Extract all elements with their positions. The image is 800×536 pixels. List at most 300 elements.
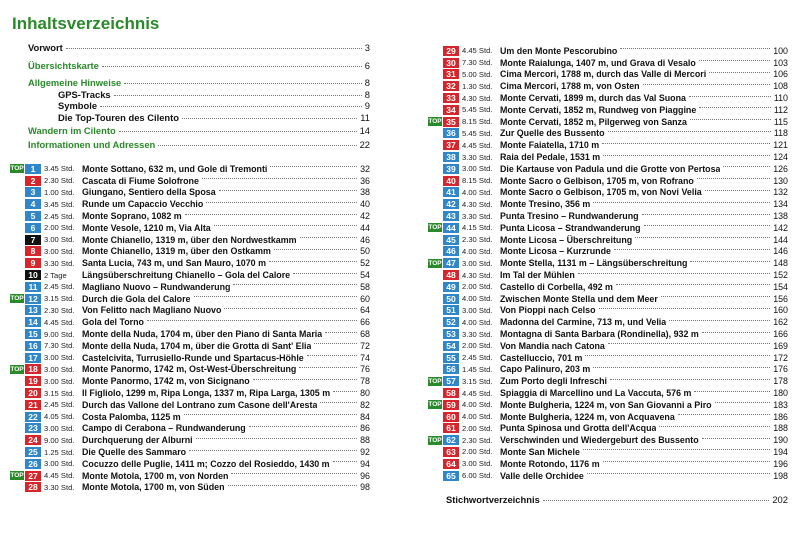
tour-title: Monte Stella, 1131 m – Längsüberschreitung (500, 258, 688, 269)
tour-entry[interactable] (428, 446, 788, 458)
tour-page: 50 (360, 246, 370, 257)
tour-number: 16 (25, 341, 41, 351)
tour-entry[interactable] (10, 198, 370, 210)
tour-page: 154 (773, 281, 788, 292)
tour-entry[interactable] (10, 423, 370, 435)
tour-duration: 2.00 Std. (462, 423, 493, 433)
top-badge (428, 188, 442, 197)
tour-entry[interactable] (428, 257, 788, 269)
tour-title: Durchquerung der Alburni (82, 435, 193, 446)
tour-duration: 2.30 Std. (44, 176, 75, 186)
tour-number: 49 (443, 282, 459, 292)
tour-number: 44 (443, 223, 459, 233)
tour-duration: 3.00 Std. (462, 164, 493, 174)
tour-duration: 5.45 Std. (462, 105, 493, 115)
tour-page: 121 (773, 140, 788, 151)
tour-title: Monte della Nuda, 1704 m, über den Piano di Santa Maria (82, 329, 323, 340)
tour-entry[interactable] (428, 45, 788, 57)
leader-dots (249, 426, 357, 427)
leader-dots (669, 320, 770, 321)
section-entry[interactable] (10, 125, 370, 137)
tour-page: 142 (773, 222, 788, 233)
tour-number: 9 (25, 258, 41, 268)
tour-title: Capo Palinuro, 203 m (500, 364, 591, 375)
tour-page: 172 (773, 352, 788, 363)
top-badge (10, 200, 24, 209)
leader-dots (194, 296, 358, 297)
tour-page: 180 (773, 388, 788, 398)
tour-title: Monte Soprano, 1082 m (82, 211, 182, 222)
index-entry[interactable] (428, 494, 788, 506)
tour-title: Monte Tresino, 356 m (500, 199, 591, 210)
tour-entry[interactable] (10, 446, 370, 458)
index-page: 202 (772, 494, 788, 506)
tour-page: 86 (360, 423, 370, 434)
tour-duration: 3.30 Std. (44, 482, 75, 492)
tour-entry[interactable] (10, 375, 370, 387)
tour-page: 196 (773, 458, 788, 469)
tour-entry[interactable] (428, 222, 788, 234)
tour-page: 186 (773, 411, 788, 422)
tour-page: 44 (360, 222, 370, 233)
tour-duration: 3.00 Std. (462, 305, 493, 315)
tour-title: Punta Licosa – Strandwanderung (500, 222, 641, 233)
section-entry[interactable] (10, 112, 370, 124)
tour-duration: 2.45 Std. (462, 353, 493, 363)
tour-number: 10 (25, 270, 41, 280)
tour-title: Die Kartause von Padula und die Grotte von Pertosa (500, 163, 721, 174)
tour-entry[interactable] (10, 316, 370, 328)
tour-number: 17 (25, 353, 41, 363)
leader-dots (333, 461, 358, 462)
section-label: Informationen und Adressen (28, 138, 156, 150)
tour-page: 183 (773, 399, 788, 410)
tour-number: 58 (443, 388, 459, 398)
leader-dots (196, 438, 358, 439)
tour-number: 15 (25, 329, 41, 339)
tour-number: 48 (443, 270, 459, 280)
tour-duration: 8.15 Std. (462, 117, 493, 127)
tour-entry[interactable] (428, 80, 788, 92)
tour-entry[interactable] (428, 364, 788, 376)
leader-dots (620, 48, 770, 49)
top-badge: TOP (428, 259, 442, 267)
tour-page: 96 (360, 470, 370, 481)
tour-page: 138 (773, 211, 788, 222)
tour-duration: 4.30 Std. (462, 270, 493, 280)
tour-number: 38 (443, 152, 459, 162)
leader-dots (644, 225, 771, 226)
tour-page: 64 (360, 305, 370, 316)
top-badge (428, 459, 442, 468)
top-badge (10, 389, 24, 398)
tour-number: 47 (443, 258, 459, 268)
tour-duration: 2.45 Std. (44, 282, 75, 292)
tour-entry[interactable] (428, 187, 788, 199)
tour-entry[interactable] (10, 458, 370, 470)
section-entry[interactable] (10, 139, 370, 151)
tour-entry[interactable] (428, 139, 788, 151)
leader-dots (593, 202, 770, 203)
tour-title: Von Felitto nach Magliano Nuovo (82, 305, 222, 316)
tour-number: 40 (443, 176, 459, 186)
tour-entry[interactable] (428, 281, 788, 293)
section-entry[interactable] (10, 77, 370, 89)
tour-title: Monte Panormo, 1742 m, von Sicignano (82, 376, 250, 387)
tour-page: 130 (773, 175, 788, 186)
tour-duration: 3.00 Std. (462, 258, 493, 268)
tour-entry[interactable] (10, 257, 370, 269)
index-label: Stichwortverzeichnis (446, 494, 540, 506)
section-label: Vorwort (28, 42, 63, 53)
tour-page: 103 (773, 57, 788, 68)
tour-entry[interactable] (428, 57, 788, 69)
tour-duration: 2.45 Std. (44, 400, 75, 410)
tour-title: Monte Faiatella, 1710 m (500, 140, 600, 151)
tour-number: 62 (443, 435, 459, 445)
tour-title: Monte Chianello, 1319 m, über den Ostkamm (82, 246, 271, 257)
tour-number: 46 (443, 246, 459, 256)
tour-page: 108 (773, 81, 788, 92)
tour-number: 11 (25, 282, 41, 292)
section-page: 8 (364, 77, 370, 88)
tour-entry[interactable] (10, 163, 370, 175)
tour-duration: 2.30 Std. (462, 235, 493, 245)
tour-duration: 3.15 Std. (44, 388, 75, 398)
tour-page: 194 (773, 446, 788, 457)
tour-duration: 3.45 Std. (44, 164, 75, 174)
leader-dots (587, 473, 770, 474)
tour-duration: 3.00 Std. (44, 423, 75, 433)
tour-page: 66 (360, 317, 370, 328)
tour-number: 31 (443, 69, 459, 79)
tour-entry[interactable] (428, 151, 788, 163)
tour-number: 29 (443, 46, 459, 56)
top-badge (428, 105, 442, 114)
tour-entry[interactable] (428, 305, 788, 317)
tour-number: 37 (443, 140, 459, 150)
top-badge: TOP (428, 118, 442, 126)
tour-entry[interactable] (428, 175, 788, 187)
tour-entry[interactable] (428, 316, 788, 328)
tour-entry[interactable] (428, 352, 788, 364)
tour-page: 40 (360, 199, 370, 210)
tour-duration: 2.00 Std. (462, 341, 493, 351)
tour-entry[interactable] (10, 387, 370, 399)
leader-dots (602, 143, 770, 144)
tour-title: Durch die Gola del Calore (82, 293, 191, 304)
tour-page: 84 (360, 411, 370, 422)
tour-entry[interactable] (428, 328, 788, 340)
tour-title: Castelcivita, Turrusiello-Runde und Spartacus-Höhle (82, 352, 304, 363)
leader-dots (715, 402, 771, 403)
section-page: 8 (364, 88, 370, 100)
tour-entry[interactable] (10, 328, 370, 340)
tour-duration: 3.00 Std. (44, 459, 75, 469)
leader-dots (678, 414, 770, 415)
tour-title: Punta Tresino – Rundwanderung (500, 211, 639, 222)
section-page: 3 (364, 42, 370, 53)
tour-number: 19 (25, 376, 41, 386)
tour-title: Campo di Cerabona – Rundwanderung (82, 423, 246, 434)
tour-duration: 5.45 Std. (462, 128, 493, 138)
tour-number: 52 (443, 317, 459, 327)
top-badge (428, 271, 442, 280)
top-badge (428, 94, 442, 103)
tour-entry[interactable] (428, 128, 788, 140)
tour-entry[interactable] (10, 210, 370, 222)
tour-title: Monte Licosa – Überschreitung (500, 234, 633, 245)
tour-entry[interactable] (428, 116, 788, 128)
tour-number: 30 (443, 58, 459, 68)
tour-page: 176 (773, 364, 788, 375)
tour-page: 60 (360, 293, 370, 304)
tour-entry[interactable] (428, 387, 788, 399)
tour-number: 54 (443, 341, 459, 351)
section-entry[interactable] (10, 100, 370, 112)
tour-entry[interactable] (10, 222, 370, 234)
tour-entry[interactable] (428, 92, 788, 104)
top-badge (428, 247, 442, 256)
tour-entry[interactable] (10, 340, 370, 352)
tour-number: 50 (443, 294, 459, 304)
leader-dots (270, 166, 357, 167)
tour-entry[interactable] (428, 423, 788, 435)
tour-number: 32 (443, 81, 459, 91)
tour-duration: 8.15 Std. (462, 176, 493, 186)
tour-duration: 4.05 Std. (44, 412, 75, 422)
tour-duration: 1.45 Std. (462, 364, 493, 374)
tour-duration: 9.00 Std. (44, 329, 75, 339)
tour-entry[interactable] (10, 305, 370, 317)
tour-page: 162 (773, 317, 788, 328)
tour-entry[interactable] (10, 364, 370, 376)
tour-page: 42 (360, 211, 370, 222)
leader-dots (253, 379, 357, 380)
tour-title: Magliano Nuovo – Rundwanderung (82, 281, 231, 292)
tour-page: 112 (773, 104, 788, 115)
tour-entry[interactable] (428, 411, 788, 423)
tour-duration: 4.00 Std. (462, 246, 493, 256)
tour-title: Monte Licosa – Kurzrunde (500, 246, 611, 257)
leader-dots (293, 273, 357, 274)
tour-entry[interactable] (428, 293, 788, 305)
tour-duration: 3.00 Std. (44, 246, 75, 256)
leader-dots (614, 249, 770, 250)
tour-entry[interactable] (10, 399, 370, 411)
tour-duration: 2 Tage (44, 270, 67, 280)
leader-dots (709, 72, 770, 73)
leader-dots (214, 225, 357, 226)
top-badge (10, 188, 24, 197)
tour-entry[interactable] (428, 104, 788, 116)
tour-entry[interactable] (428, 340, 788, 352)
tour-entry[interactable] (10, 281, 370, 293)
tour-duration: 2.30 Std. (44, 305, 75, 315)
tour-entry[interactable] (428, 458, 788, 470)
tour-number: 60 (443, 412, 459, 422)
tour-entry[interactable] (10, 482, 370, 494)
tour-duration: 3.45 Std. (44, 199, 75, 209)
tour-entry[interactable] (10, 246, 370, 258)
tour-title: Castelluccio, 701 m (500, 352, 583, 363)
tour-number: 13 (25, 305, 41, 315)
tour-number: 21 (25, 400, 41, 410)
tour-title: Monte Rotondo, 1176 m (500, 458, 600, 469)
top-badge (10, 459, 24, 468)
tour-entry[interactable] (10, 269, 370, 281)
tour-entry[interactable] (428, 210, 788, 222)
tour-entry[interactable] (428, 69, 788, 81)
tour-number: 51 (443, 305, 459, 315)
tour-entry[interactable] (10, 434, 370, 446)
tour-page: 72 (360, 340, 370, 351)
top-badge (10, 424, 24, 433)
top-badge (10, 400, 24, 409)
top-badge (428, 141, 442, 150)
tour-title: Cocuzzo delle Puglie, 1411 m; Cozzo del Rosieddo, 1430 m (82, 458, 330, 469)
tour-page: 110 (773, 93, 788, 104)
tour-entry[interactable] (428, 246, 788, 258)
leader-dots (585, 355, 770, 356)
tour-entry[interactable] (10, 411, 370, 423)
tour-title: Zwischen Monte Stella und dem Meer (500, 293, 658, 304)
tour-entry[interactable] (10, 293, 370, 305)
tour-entry[interactable] (10, 175, 370, 187)
tour-duration: 3.30 Std. (462, 152, 493, 162)
tour-page: 68 (360, 329, 370, 340)
top-badge (428, 353, 442, 362)
tour-duration: 2.00 Std. (44, 223, 75, 233)
tour-title: Cima Mercori, 1788 m, von Osten (500, 81, 640, 92)
leader-dots (603, 461, 771, 462)
top-badge (10, 282, 24, 291)
tour-duration: 4.45 Std. (44, 471, 75, 481)
tour-duration: 3.30 Std. (44, 258, 75, 268)
leader-dots (661, 296, 770, 297)
tour-entry[interactable] (428, 269, 788, 281)
top-badge (10, 330, 24, 339)
tour-title: Monte Bulgheria, 1224 m, von San Giovanni a Piro (500, 399, 712, 410)
tour-title: Monte Raialunga, 1407 m, und Grava di Vesalo (500, 57, 696, 68)
tour-number: 45 (443, 235, 459, 245)
tour-entry[interactable] (428, 163, 788, 175)
top-badge (10, 412, 24, 421)
leader-dots (224, 308, 357, 309)
top-badge (10, 483, 24, 492)
tour-page: 82 (360, 399, 370, 410)
leader-dots (690, 119, 771, 120)
tour-entry[interactable] (10, 352, 370, 364)
section-label: Wandern im Cilento (28, 125, 116, 136)
top-badge (428, 212, 442, 221)
top-badge (10, 223, 24, 232)
tour-entry[interactable] (10, 187, 370, 199)
tour-number: 43 (443, 211, 459, 221)
leader-dots (642, 214, 771, 215)
tour-duration: 4.45 Std. (462, 46, 493, 56)
tour-title: Costa Palomba, 1125 m (82, 411, 181, 422)
tour-entry[interactable] (428, 399, 788, 411)
tour-duration: 7.30 Std. (462, 58, 493, 68)
top-badge (428, 70, 442, 79)
tour-duration: 3.30 Std. (462, 211, 493, 221)
section-entry[interactable] (10, 89, 370, 101)
section-entry[interactable] (10, 42, 370, 54)
leader-dots (158, 145, 356, 146)
tour-entry[interactable] (428, 375, 788, 387)
tour-number: 55 (443, 353, 459, 363)
tour-page: 78 (360, 376, 370, 387)
tour-duration: 1.25 Std. (44, 447, 75, 457)
top-badge (10, 306, 24, 315)
tour-entry[interactable] (10, 470, 370, 482)
tour-title: Von Mandia nach Catona (500, 340, 605, 351)
leader-dots (593, 367, 770, 368)
tour-title: Um den Monte Pescorubino (500, 45, 618, 56)
tour-number: 3 (25, 187, 41, 197)
tour-list-left (10, 163, 370, 493)
tour-entry[interactable] (428, 470, 788, 482)
tour-page: 52 (360, 258, 370, 269)
tour-title: Verschwinden und Wiedergeburt des Bussento (500, 435, 699, 446)
leader-dots (274, 249, 357, 250)
tour-duration: 3.15 Std. (44, 294, 75, 304)
tour-page: 126 (773, 163, 788, 174)
tour-number: 65 (443, 471, 459, 481)
leader-dots (66, 48, 362, 49)
tour-number: 33 (443, 93, 459, 103)
tour-page: 74 (360, 352, 370, 363)
tour-title: Montagna di Santa Barbara (Rondinella), 932 m (500, 329, 699, 340)
tour-number: 12 (25, 294, 41, 304)
tour-number: 7 (25, 235, 41, 245)
top-badge (428, 471, 442, 480)
tour-title: Monte della Nuda, 1704 m, über die Grotta di Sant' Elia (82, 340, 312, 351)
leader-dots (705, 190, 770, 191)
tour-duration: 4.00 Std. (462, 400, 493, 410)
tour-title: Raia del Pedale, 1531 m (500, 152, 601, 163)
toc-left-column (10, 42, 370, 493)
tour-number: 34 (443, 105, 459, 115)
tour-number: 24 (25, 435, 41, 445)
tour-entry[interactable] (10, 234, 370, 246)
tour-duration: 4.30 Std. (462, 93, 493, 103)
top-badge (428, 46, 442, 55)
top-badge (428, 306, 442, 315)
tour-number: 6 (25, 223, 41, 233)
tour-title: Madonna del Carmine, 713 m, und Velia (500, 317, 667, 328)
tour-title: Castello di Corbella, 492 m (500, 281, 613, 292)
leader-dots (699, 107, 771, 108)
section-page: 6 (364, 59, 370, 71)
tour-duration: 4.45 Std. (462, 140, 493, 150)
tour-page: 190 (773, 435, 788, 446)
tour-title: Monte Panormo, 1742 m, Ost-West-Überschreitung (82, 364, 297, 375)
tour-entry[interactable] (428, 234, 788, 246)
top-badge: TOP (10, 472, 24, 480)
leader-dots (102, 66, 362, 67)
tour-duration: 9.00 Std. (44, 435, 75, 445)
tour-entry[interactable] (428, 198, 788, 210)
tour-number: 57 (443, 376, 459, 386)
tour-number: 23 (25, 423, 41, 433)
tour-duration: 5.00 Std. (462, 69, 493, 79)
tour-entry[interactable] (428, 434, 788, 446)
section-entry[interactable] (10, 60, 370, 72)
leader-dots (690, 261, 770, 262)
tour-number: 63 (443, 447, 459, 457)
